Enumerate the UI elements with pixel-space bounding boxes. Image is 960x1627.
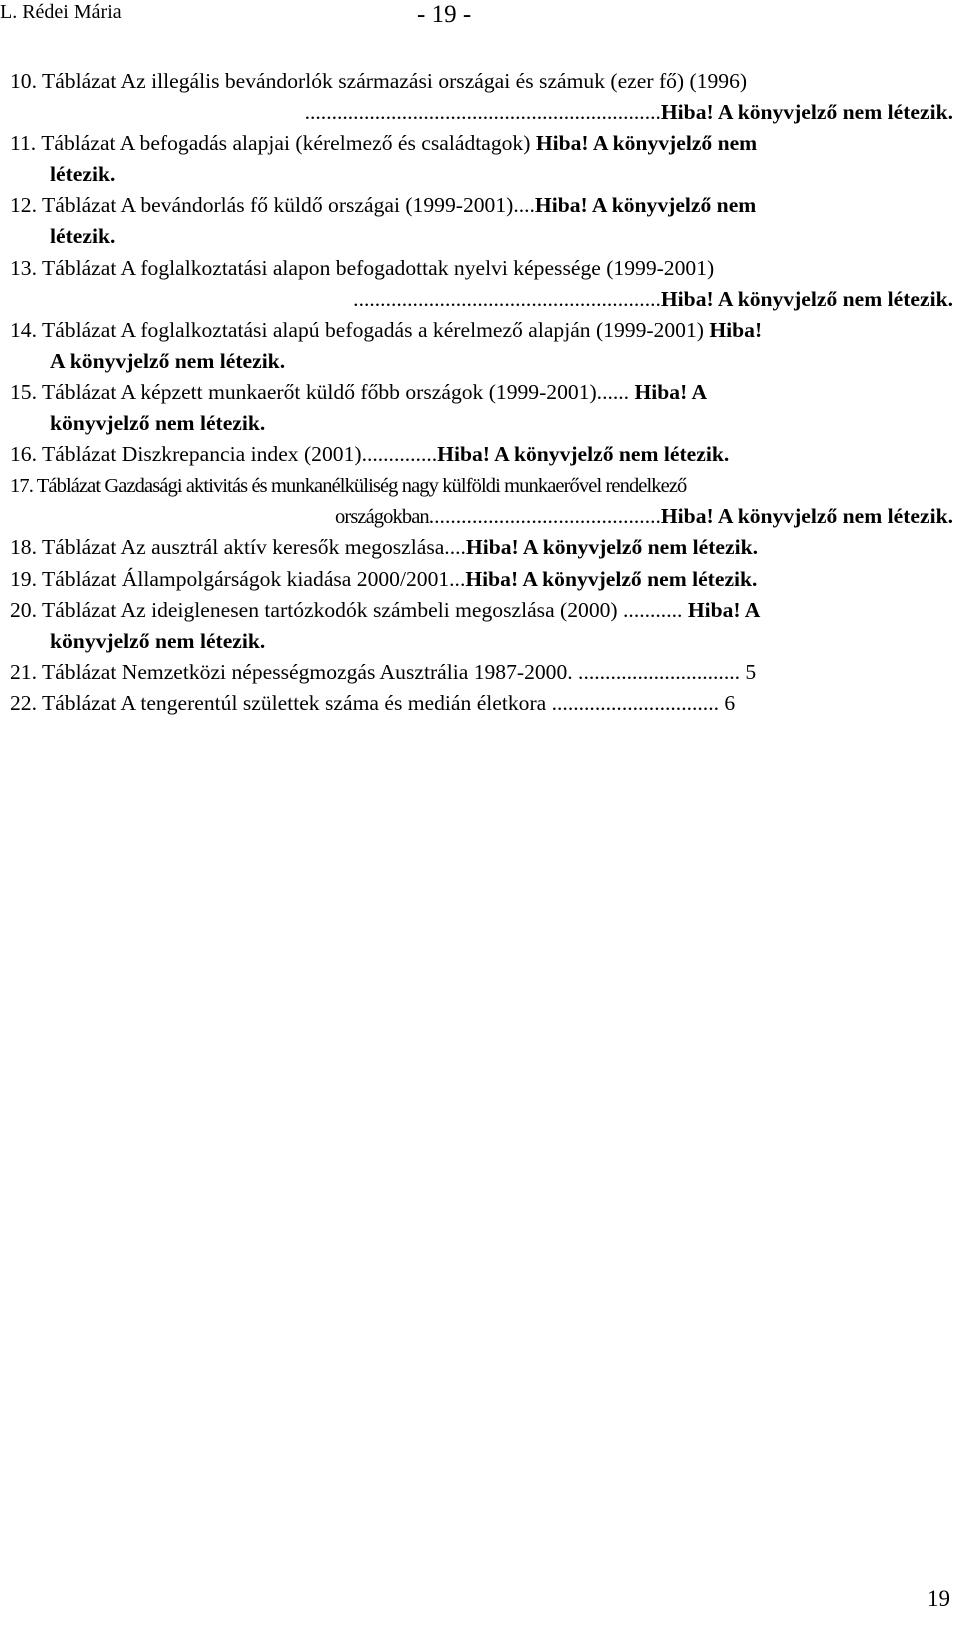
toc-entry-line	[10, 595, 953, 626]
toc-entry-text: 15. Táblázat A képzett munkaerőt küldő főbb országok (1999-2001)......	[10, 379, 635, 404]
toc-entry-text: .........................................................	[353, 286, 661, 311]
toc-entry-text: ..................................................................	[304, 100, 661, 125]
toc-entry-line	[10, 501, 953, 532]
toc-entry-text: 13. Táblázat A foglalkoztatási alapon befogadottak nyelvi képessége (1999-2001)	[10, 255, 715, 280]
toc-error-message: A könyvjelző nem létezik.	[50, 348, 286, 373]
toc-entry-text: ...........................................	[428, 504, 661, 529]
toc-entry[interactable]	[10, 657, 953, 688]
toc-entry-line	[10, 221, 953, 252]
toc-entry-text: 12. Táblázat A bevándorlás fő küldő országai (1999-2001)....	[10, 193, 535, 218]
toc-entry-line	[10, 66, 953, 97]
toc-entry-line	[10, 688, 953, 719]
toc-entry[interactable]	[10, 532, 953, 563]
toc-entry-text: 10. Táblázat Az illegális bevándorlók származási országai és számuk (ezer fő) (1996)	[10, 69, 748, 93]
toc-entry-line	[10, 377, 953, 408]
toc-entry-line	[10, 470, 953, 501]
toc-error-message: Hiba! A könyvjelző nem	[535, 131, 758, 156]
toc-error-message: Hiba!	[709, 317, 763, 342]
toc-error-message: Hiba! A könyvjelző nem létezik.	[660, 504, 953, 529]
toc-entry[interactable]	[10, 315, 953, 377]
toc-entry-text: 17. Táblázat Gazdasági aktivitás és munkanélküliség nagy külföldi munkaerővel rendelkező	[10, 475, 687, 498]
toc-entry[interactable]	[10, 377, 953, 439]
toc-entry-line	[10, 439, 953, 470]
toc-error-message: könyvjelző nem létezik.	[50, 411, 266, 436]
toc-entry[interactable]	[10, 688, 953, 719]
toc-error-message: Hiba! A	[687, 597, 761, 622]
running-header-page-number: - 19 -	[417, 1, 472, 28]
footer-page-number: 19	[927, 1586, 950, 1611]
toc-entry-line	[10, 190, 953, 221]
toc-entry-line	[10, 284, 953, 315]
toc-entry[interactable]	[10, 439, 953, 470]
toc-error-message: Hiba! A könyvjelző nem létezik.	[660, 286, 953, 311]
toc-entry-line	[10, 346, 953, 377]
toc-entry-text: 22. Táblázat A tengerentúl születtek száma és medián életkora ............................... 6	[10, 690, 736, 715]
running-header-author: L. Rédei Mária	[0, 1, 122, 23]
toc-entry-text: 20. Táblázat Az ideiglenesen tartózkodók számbeli megoszlása (2000) ...........	[10, 597, 688, 622]
toc-error-message: Hiba! A	[634, 379, 708, 404]
toc-error-message: Hiba! A könyvjelző nem létezik.	[437, 442, 730, 467]
toc-entry-text: 11. Táblázat A befogadás alapjai (kérelmező és családtagok)	[10, 131, 536, 156]
toc-entry-text: 21. Táblázat Nemzetközi népességmozgás Ausztrália 1987-2000. .............................. 5	[10, 659, 757, 684]
toc-entry-line	[10, 532, 953, 563]
toc-entry-text: 18. Táblázat Az ausztrál aktív keresők megoszlása....	[10, 535, 466, 560]
table-of-contents	[10, 66, 953, 719]
toc-entry[interactable]	[10, 66, 953, 128]
toc-entry-text: országokban	[335, 506, 429, 529]
toc-entry-line	[10, 564, 953, 595]
toc-entry-line	[10, 159, 953, 190]
toc-entry-line	[10, 408, 953, 439]
toc-error-message: Hiba! A könyvjelző nem létezik.	[660, 100, 953, 125]
toc-entry[interactable]	[10, 470, 953, 532]
toc-entry[interactable]	[10, 564, 953, 595]
toc-error-message: Hiba! A könyvjelző nem	[534, 193, 757, 218]
toc-error-message: létezik.	[50, 224, 116, 249]
toc-entry-line	[10, 626, 953, 657]
toc-entry[interactable]	[10, 253, 953, 315]
toc-entry-line	[10, 657, 953, 688]
toc-error-message: Hiba! A könyvjelző nem létezik.	[465, 535, 759, 560]
toc-entry-line	[10, 253, 953, 284]
toc-entry-line	[10, 97, 953, 128]
toc-entry-line	[10, 128, 953, 159]
toc-entry[interactable]	[10, 190, 953, 252]
toc-entry[interactable]	[10, 128, 953, 190]
toc-entry-text: 14. Táblázat A foglalkoztatási alapú befogadás a kérelmező alapján (1999-2001)	[10, 317, 710, 342]
toc-entry[interactable]	[10, 595, 953, 657]
toc-entry-text: 16. Táblázat Diszkrepancia index (2001)..............	[10, 442, 438, 467]
toc-entry-text: 19. Táblázat Állampolgárságok kiadása 2000/2001...	[10, 566, 466, 591]
toc-error-message: könyvjelző nem létezik.	[50, 628, 266, 653]
toc-error-message: létezik.	[50, 162, 116, 187]
toc-entry-line	[10, 315, 953, 346]
toc-error-message: Hiba! A könyvjelző nem létezik.	[465, 566, 758, 591]
